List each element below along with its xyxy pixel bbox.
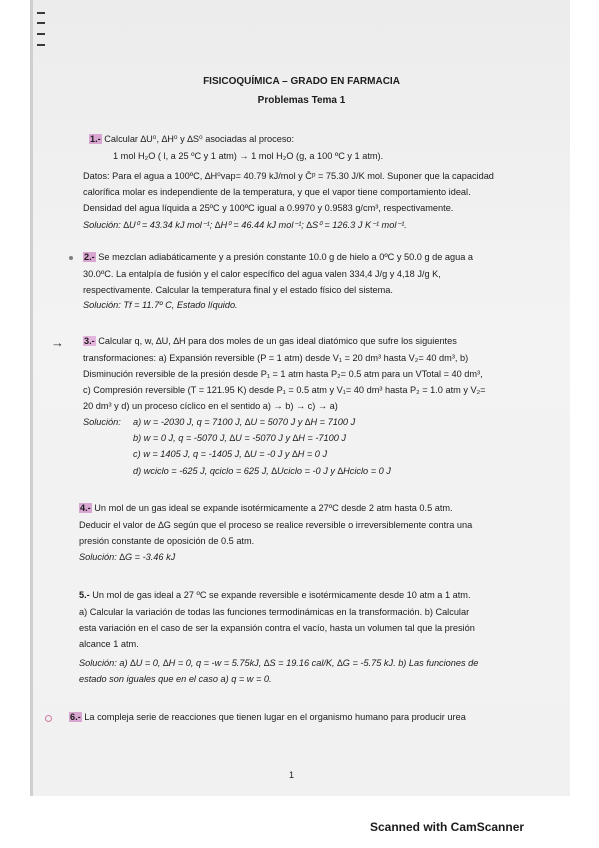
problem-5-line: alcance 1 atm. [79, 639, 139, 649]
problem-2-solution: Solución: Tf = 11.7º C, Estado líquido. [83, 300, 238, 310]
document-title: FISICOQUÍMICA – GRADO EN FARMACIA [203, 76, 400, 87]
problem-3-solution-c: c) w = 1405 J, q = -1405 J, ∆U = -0 J y ∆H = 0 J [133, 449, 328, 459]
problem-1-process: 1 mol H₂O ( l, a 25 ºC y 1 atm) → 1 mol H₂O (g, a 100 ºC y 1 atm). [113, 151, 384, 161]
problem-4-line: Deducir el valor de ∆G según que el proceso se realice reversible o irreversiblemente contra una [79, 520, 473, 530]
problem-1-data: Datos: Para el agua a 100ºC, ∆H⁰vap= 40.79 kJ/mol y C̄ᵖ = 75.30 J/K mol. Suponer que la capacidad [83, 171, 494, 181]
bullet-mark [69, 256, 73, 260]
problem-3-statement: 3.- Calcular q, w, ∆U, ∆H para dos moles de un gas ideal diatómico que sufre los siguientes [84, 336, 457, 346]
arrow-mark-icon: → [51, 335, 64, 350]
margin-mark [37, 33, 45, 35]
bullet-mark [45, 715, 52, 722]
problem-6-number: 6.- [70, 712, 81, 722]
problem-3-solution-b: b) w = 0 J, q = -5070 J, ∆U = -5070 J y ∆H = -7100 J [133, 433, 346, 443]
margin-mark [37, 12, 45, 14]
problem-4-line: presión constante de oposición de 0.5 atm. [79, 536, 255, 546]
document-subtitle: Problemas Tema 1 [257, 95, 346, 106]
problem-5-statement: 5.- Un mol de gas ideal a 27 ºC se expande reversible e isotérmicamente desde 10 atm a 1 atm. [79, 590, 471, 600]
problem-2-line: respectivamente. Calcular la temperatura final y el estado físico del sistema. [83, 285, 393, 295]
problem-1-data: Densidad del agua líquida a 25ºC y 100ºC igual a 0.9970 y 0.9583 g/cm³, respectivamente. [83, 203, 454, 213]
problem-2-number: 2.- [84, 252, 95, 262]
problem-4-number: 4.- [80, 503, 91, 513]
scanned-page [30, 0, 570, 796]
problem-3-line: 20 dm³ y d) un proceso cíclico en el sentido a) → b) → c) → a) [83, 401, 338, 411]
problem-3-number: 3.- [84, 336, 95, 346]
problem-3-solution-label: Solución: [83, 417, 121, 427]
problem-5-line: esta variación en el caso de ser la expansión contra el vacío, hasta un volumen tal que la presión [79, 623, 475, 633]
margin-mark [37, 44, 45, 46]
problem-6-statement: 6.- La compleja serie de reacciones que tienen lugar en el organismo humano para producir urea [70, 712, 466, 722]
problem-5-number: 5.- [79, 590, 90, 600]
problem-2-line: 30.0ºC. La entalpía de fusión y el calor específico del agua valen 334,4 J/g y 4,18 J/g K, [83, 269, 441, 279]
problem-2-statement: 2.- Se mezclan adiabáticamente y a presión constante 10.0 g de hielo a 0ºC y 50.0 g de agua a [84, 252, 473, 262]
scanner-watermark: Scanned with CamScanner [370, 820, 525, 834]
problem-3-solution-a: a) w = -2030 J, q = 7100 J, ∆U = 5070 J y ∆H = 7100 J [133, 417, 356, 427]
problem-5-solution: estado son iguales que en el caso a) q = w = 0. [79, 674, 272, 684]
page-number: 1 [289, 770, 295, 780]
problem-5-solution: Solución: a) ∆U = 0, ∆H = 0, q = -w = 5.75kJ, ∆S = 19.16 cal/K, ∆G = -5.75 kJ. b) Las funciones de [79, 658, 479, 668]
problem-3-line: Disminución reversible de la presión desde P₁ = 1 atm hasta P₂= 0.5 atm para un VTotal = 40 dm³, [83, 369, 483, 379]
problem-4-solution: Solución: ∆G = -3.46 kJ [79, 552, 176, 562]
document-page [33, 0, 570, 796]
problem-3-line: c) Compresión reversible (T = 121.95 K) desde P₁ = 0.5 atm y V₁= 40 dm³ hasta P₂ = 1.0 atm y V₂= [83, 385, 486, 395]
problem-1-solution: Solución: ∆U⁰ = 43.34 kJ mol⁻¹; ∆H⁰ = 46.44 kJ mol⁻¹; ∆S⁰ = 126.3 J K⁻¹ mol⁻¹. [83, 220, 407, 230]
problem-1-statement: 1.- Calcular ∆U⁰, ∆H⁰ y ∆S⁰ asociadas al proceso: [90, 134, 295, 144]
problem-1-data: calorífica molar es independiente de la temperatura, y que el vapor tiene comportamiento ideal. [83, 187, 471, 197]
problem-3-line: transformaciones: a) Expansión reversible (P = 1 atm) desde V₁ = 20 dm³ hasta V₂= 40 dm³, b) [83, 353, 469, 363]
problem-3-solution-d: d) wciclo = -625 J, qciclo = 625 J, ∆Uciclo = -0 J y ∆Hciclo = 0 J [133, 466, 391, 476]
problem-5-line: a) Calcular la variación de todas las funciones termodinámicas en la transformación. b) Calcular [79, 607, 470, 617]
problem-1-number: 1.- [90, 134, 101, 144]
margin-mark [37, 22, 45, 24]
problem-4-statement: 4.- Un mol de un gas ideal se expande isotérmicamente a 27ºC desde 2 atm hasta 0.5 atm. [80, 503, 453, 513]
